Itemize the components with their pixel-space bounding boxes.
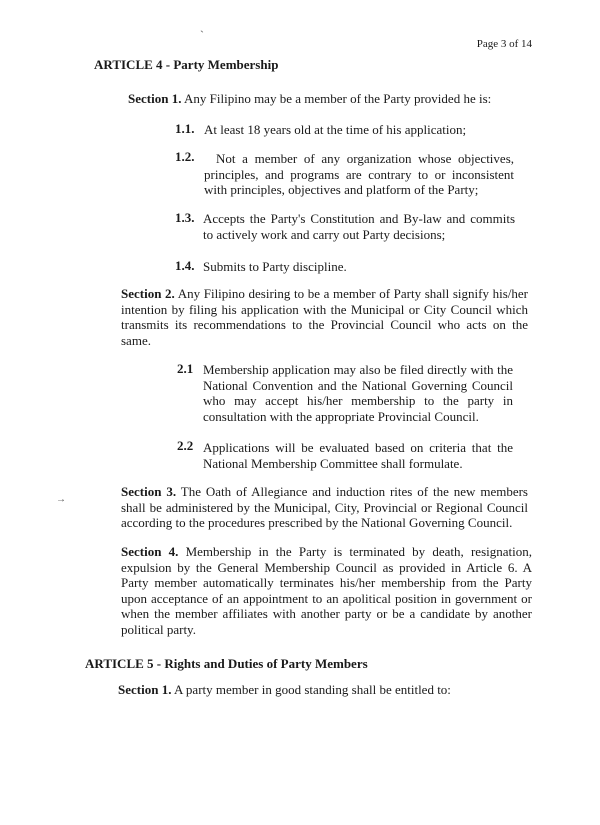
article-4-section-2 (121, 286, 528, 348)
section-text: Any Filipino may be a member of the Party provided he is: (184, 91, 492, 106)
article-4-section-4 (121, 544, 532, 637)
article-5-section-1 (118, 682, 518, 698)
item-text: Not a member of any organization whose objectives, principles, and programs are contrary to or inconsistent with principles, objectives and platform of the Party; (204, 151, 514, 197)
item-number: 2.1 (177, 361, 194, 376)
item-text: Applications will be evaluated based on criteria that the National Membership Committee shall formulate. (203, 440, 513, 471)
item-number: 1.1. (175, 121, 195, 136)
section-label: Section 1. (118, 682, 172, 697)
article-4-section-1 (128, 91, 528, 107)
section-label: Section 4. (121, 544, 179, 559)
item-text: Submits to Party discipline. (203, 259, 347, 274)
article-5-title: ARTICLE 5 - Rights and Duties of Party Members (85, 656, 368, 671)
page-number: Page 3 of 14 (476, 38, 532, 50)
item-number: 1.2. (175, 149, 195, 164)
section-text: Any Filipino desiring to be a member of Party shall signify his/her intention by filing his application with the Municipal or City Council which transmits its recommendations to the Provincial Council who acts on the same. (121, 286, 528, 348)
item-text: Membership application may also be filed directly with the National Convention and the National Governing Council who may accept his/her membership to the party in consultation with the appropriate Provincial Council. (203, 362, 513, 424)
section-text: A party member in good standing shall be entitled to: (174, 682, 451, 697)
article-4-title: ARTICLE 4 - Party Membership (94, 57, 279, 72)
item-number: 1.4. (175, 258, 195, 273)
section-label: Section 3. (121, 484, 177, 499)
item-text: At least 18 years old at the time of his application; (204, 122, 467, 137)
item-number: 1.3. (175, 210, 195, 225)
section-text: Membership in the Party is terminated by death, resignation, expulsion by the General Membership Council as provided in Article 6. A Party member automatically terminates his/her membership from the Party upon acceptance of an appointment to an apolitical position in government or when the member affiliates with another party or be a candidate by another political party. (121, 544, 532, 637)
item-text: Accepts the Party's Constitution and By-law and commits to actively work and carry out Party decisions; (203, 211, 515, 242)
section-label: Section 2. (121, 286, 175, 301)
section-text: The Oath of Allegiance and induction rites of the new members shall be administered by the Municipal, City, Provincial or Regional Council according to the procedures prescribed by the National Governing Council. (121, 484, 528, 530)
item-number: 2.2 (177, 438, 194, 453)
margin-mark: → (56, 494, 66, 505)
scan-mark: ˋ (200, 28, 204, 42)
article-4-section-3 (121, 484, 528, 531)
section-label: Section 1. (128, 91, 182, 106)
